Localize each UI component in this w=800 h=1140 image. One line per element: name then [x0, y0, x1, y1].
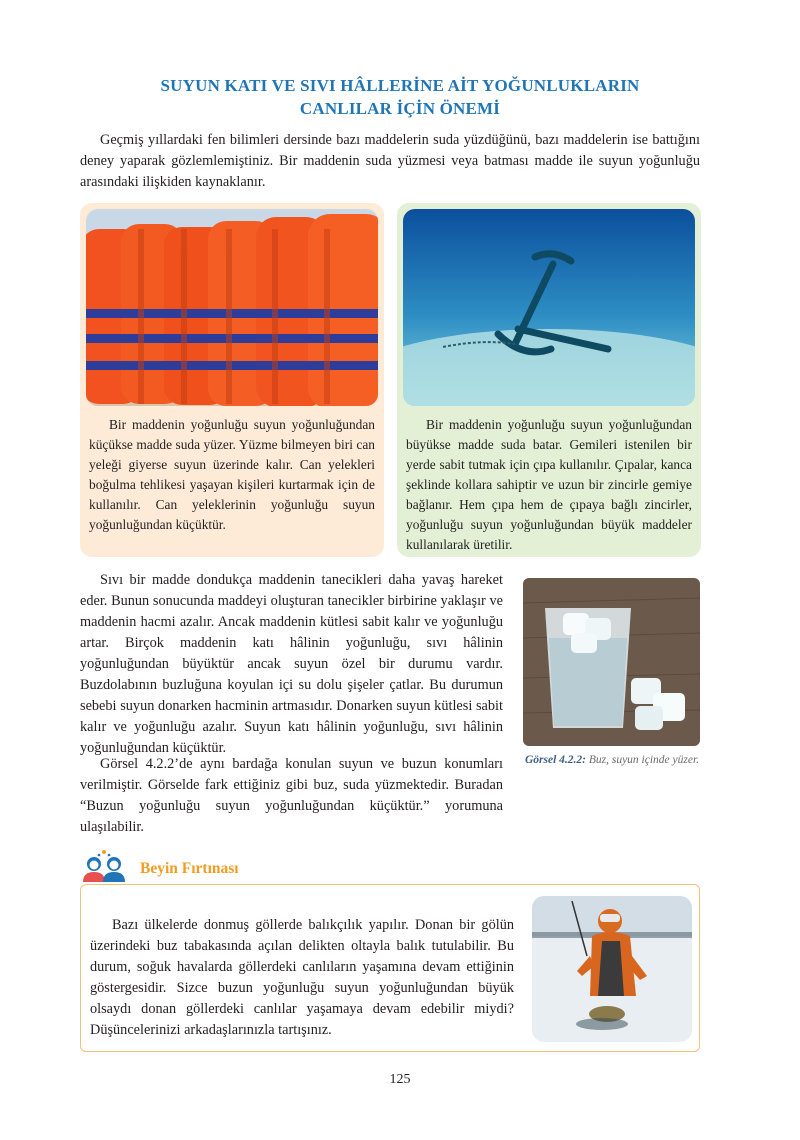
page-title	[60, 74, 740, 120]
ice-glass-photo	[523, 578, 700, 746]
brainstorm-text: Bazı ülkelerde donmuş göllerde balıkçılık yapılır. Donan bir gölün üzerindeki buz tabakasında açılan delikten oltayla balık tutulabilir. Bu durum, soğuk havalarda göllerdeki canlıların yaşamına devam ettiğinin göstergesidir. Sizce buzun yoğunluğu suyun yoğunluğundan büyük olsaydı donan göllerdeki canlılar yaşamaya devam edebilir miydi? Düşüncelerinizi arkadaşlarınızla tartışınız.	[90, 917, 514, 1038]
density-paragraph: Sıvı bir madde dondukça maddenin tanecikleri daha yavaş hareket eder. Bunun sonucunda maddeyi oluşturan tanecikler birbirine yaklaşır ve maddenin hacmi azalır. Ancak maddenin kütlesi sabit kalır ve yoğunluğu artar. Birçok maddenin katı hâlinin yoğunluğu, sıvı hâlinin yoğunluğundan büyüktür ancak suyun özel bir durumu vardır. Buzdolabının buzluğuna koyulan içi su dolu şişeler çatlar. Bu durumun sebebi suyun donarken hacminin artmasıdır. Donarken suyun kütlesi sabit kalır ve yoğunluğu azalır. Suyun katı hâlinin yoğunluğu, sıvı hâlinin yoğunluğundan küçüktür.	[80, 572, 503, 756]
ice-fishing-photo	[532, 896, 692, 1042]
page-number: 125	[389, 1072, 411, 1087]
page-title-line2: CANLILAR İÇİN ÖNEMİ	[299, 99, 501, 118]
figure-reference-paragraph: Görsel 4.2.2’de aynı bardağa konulan suyun ve buzun konumları verilmiştir. Görselde fark ettiğiniz gibi buz, suda yüzmektedir. Buradan “Buzun yoğunluğu suyun yoğunluğundan küçüktür.” yorumuna ulaşılabilir.	[80, 756, 503, 835]
brainstorm-title: Beyin Fırtınası	[140, 860, 239, 877]
page-title-line1: SUYUN KATI VE SIVI HÂLLERİNE AİT YOĞUNLUKLARIN	[160, 76, 640, 95]
figure-caption-label: Görsel 4.2.2:	[524, 754, 586, 766]
intro-paragraph: Geçmiş yıllardaki fen bilimleri dersinde bazı maddelerin suda yüzdüğünü, bazı maddelerin ise battığını deney yaparak gözlemlemiştiniz. Bir maddenin suda yüzmesi veya batması madde ile suyun yoğunluğu arasındaki ilişkiden kaynaklanır.	[80, 132, 700, 190]
floating-info-text: Bir maddenin yoğunluğu suyun yoğunluğundan küçükse madde suda yüzer. Yüzme bilmeyen biri can yeleği giyerse suyun üzerinde kalır. Can yelekleri boğulma tehlikesi yaşayan kişileri kurtarmak için de kullanılır. Can yeleklerinin yoğunluğu suyun yoğunluğundan küçüktür.	[89, 417, 375, 532]
life-jackets-photo	[86, 209, 378, 406]
figure-caption	[522, 752, 702, 768]
anchor-photo	[403, 209, 695, 406]
sinking-info-text: Bir maddenin yoğunluğu suyun yoğunluğundan büyükse madde suda batar. Gemileri istenilen bir yerde sabit tutmak için çıpa kullanılır. Çıpalar, kanca şeklinde kollara sahiptir ve uzun bir zincirle gemiye bağlanır. Hem çıpa hem de çıpaya bağlı zincirler, yoğunluğu suyun yoğunluğundan büyük maddeler kullanılarak üretilir.	[406, 417, 692, 552]
brainstorm-people-icon	[80, 848, 128, 884]
figure-caption-text: Buz, suyun içinde yüzer.	[588, 754, 700, 766]
